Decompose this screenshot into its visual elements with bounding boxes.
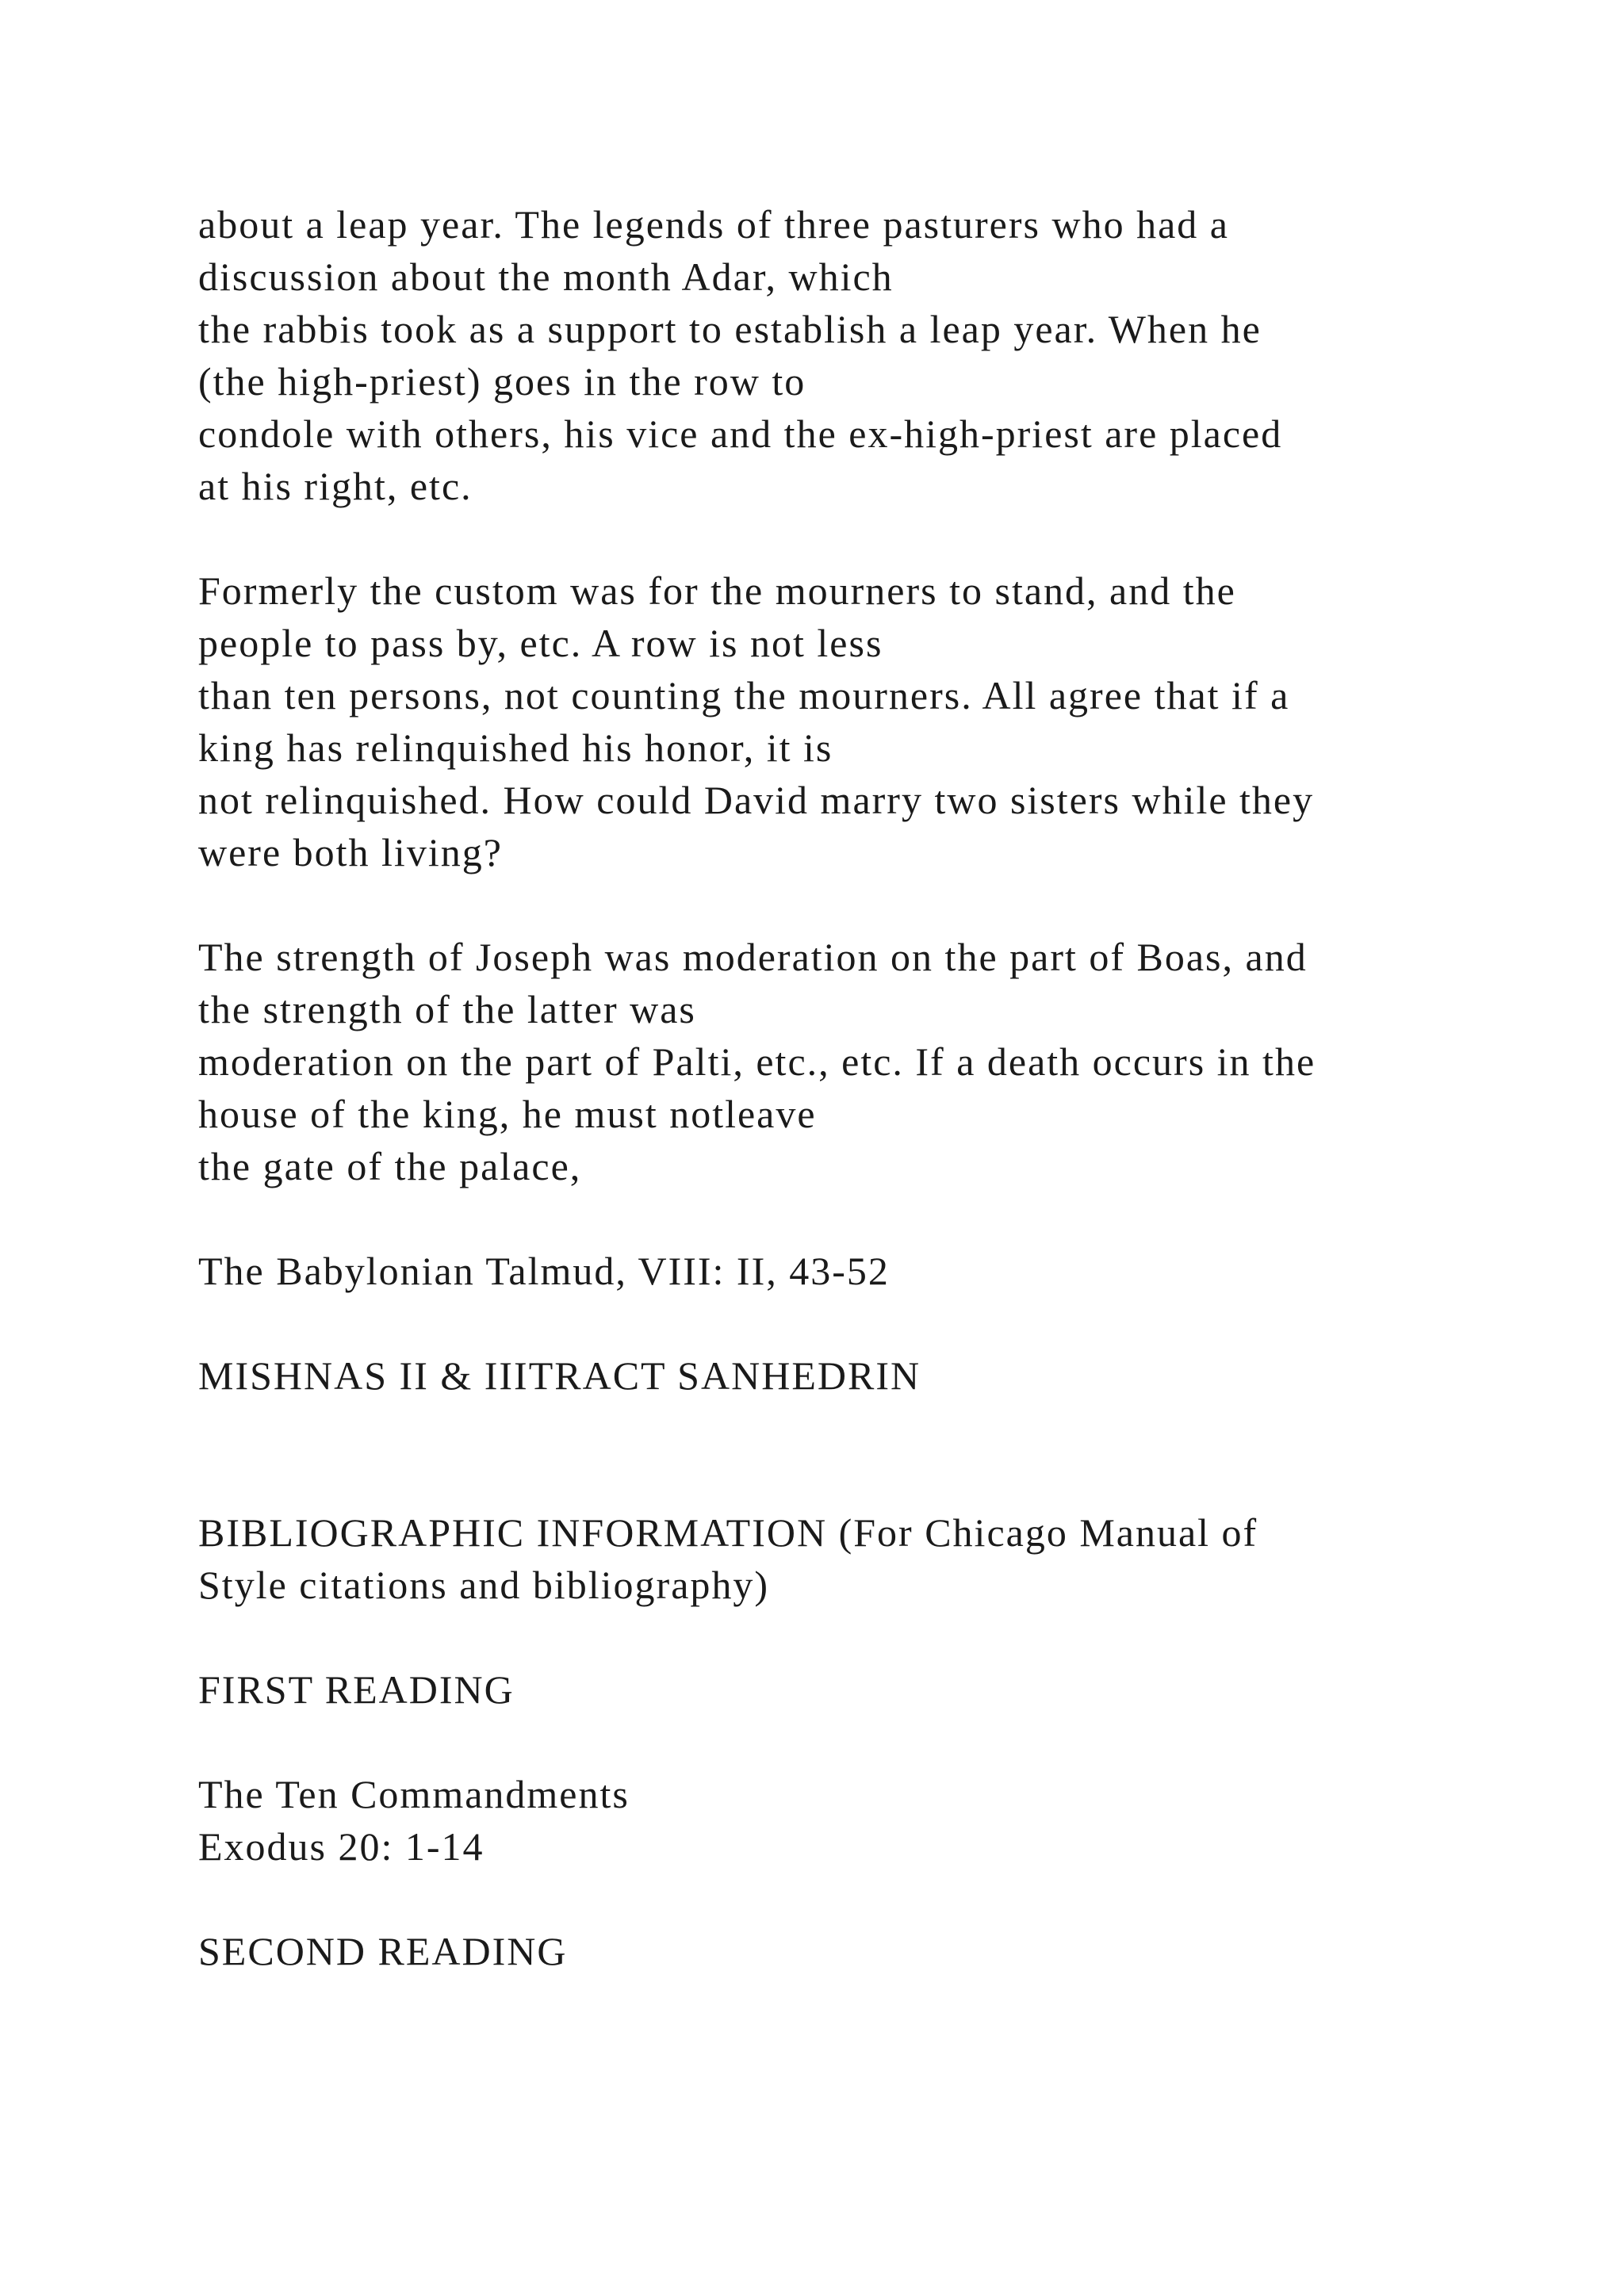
tract-title: MISHNAS II & IIITRACT SANHEDRIN <box>198 1353 921 1398</box>
text-line: king has relinquished his honor, it is <box>198 725 833 770</box>
spacer <box>198 1402 1467 1506</box>
first-reading-heading: FIRST READING <box>198 1667 515 1712</box>
first-reading-heading-block <box>198 1663 1467 1716</box>
second-reading-heading-block <box>198 1925 1467 1977</box>
text-line: the rabbis took as a support to establish a leap year. When he <box>198 307 1262 351</box>
bibliographic-heading-block <box>198 1506 1467 1611</box>
text-line: (the high-priest) goes in the row to <box>198 359 806 404</box>
first-reading-details <box>198 1768 1467 1873</box>
paragraph-mourners <box>198 564 1467 878</box>
text-line: discussion about the month Adar, which <box>198 254 894 299</box>
text-line: people to pass by, etc. A row is not less <box>198 621 883 665</box>
first-reading-reference: Exodus 20: 1-14 <box>198 1824 485 1869</box>
paragraph-joseph <box>198 931 1467 1192</box>
first-reading-title: The Ten Commandments <box>198 1772 630 1816</box>
text-line: Formerly the custom was for the mourners to stand, and the <box>198 568 1236 613</box>
text-line: moderation on the part of Palti, etc., etc. If a death occurs in the <box>198 1039 1316 1084</box>
text-line: house of the king, he must notleave <box>198 1092 817 1136</box>
bibliographic-heading-line: BIBLIOGRAPHIC INFORMATION (For Chicago Manual of <box>198 1510 1258 1555</box>
text-line: condole with others, his vice and the ex-high-priest are placed <box>198 411 1283 456</box>
tract-title-block <box>198 1349 1467 1402</box>
text-line: than ten persons, not counting the mourners. All agree that if a <box>198 673 1290 718</box>
text-line: not relinquished. How could David marry two sisters while they <box>198 778 1315 822</box>
second-reading-heading: SECOND READING <box>198 1929 568 1973</box>
text-line: at his right, etc. <box>198 464 473 508</box>
text-line: were both living? <box>198 830 503 874</box>
document-page <box>198 198 1467 2030</box>
text-line: the gate of the palace, <box>198 1144 582 1188</box>
text-line: about a leap year. The legends of three pasturers who had a <box>198 202 1229 247</box>
paragraph-leap-year <box>198 198 1467 512</box>
source-citation: The Babylonian Talmud, VIII: II, 43-52 <box>198 1249 890 1293</box>
bibliographic-heading-line: Style citations and bibliography) <box>198 1563 770 1607</box>
text-line: the strength of the latter was <box>198 987 696 1031</box>
source-citation-block <box>198 1245 1467 1297</box>
text-line: The strength of Joseph was moderation on the part of Boas, and <box>198 935 1308 979</box>
